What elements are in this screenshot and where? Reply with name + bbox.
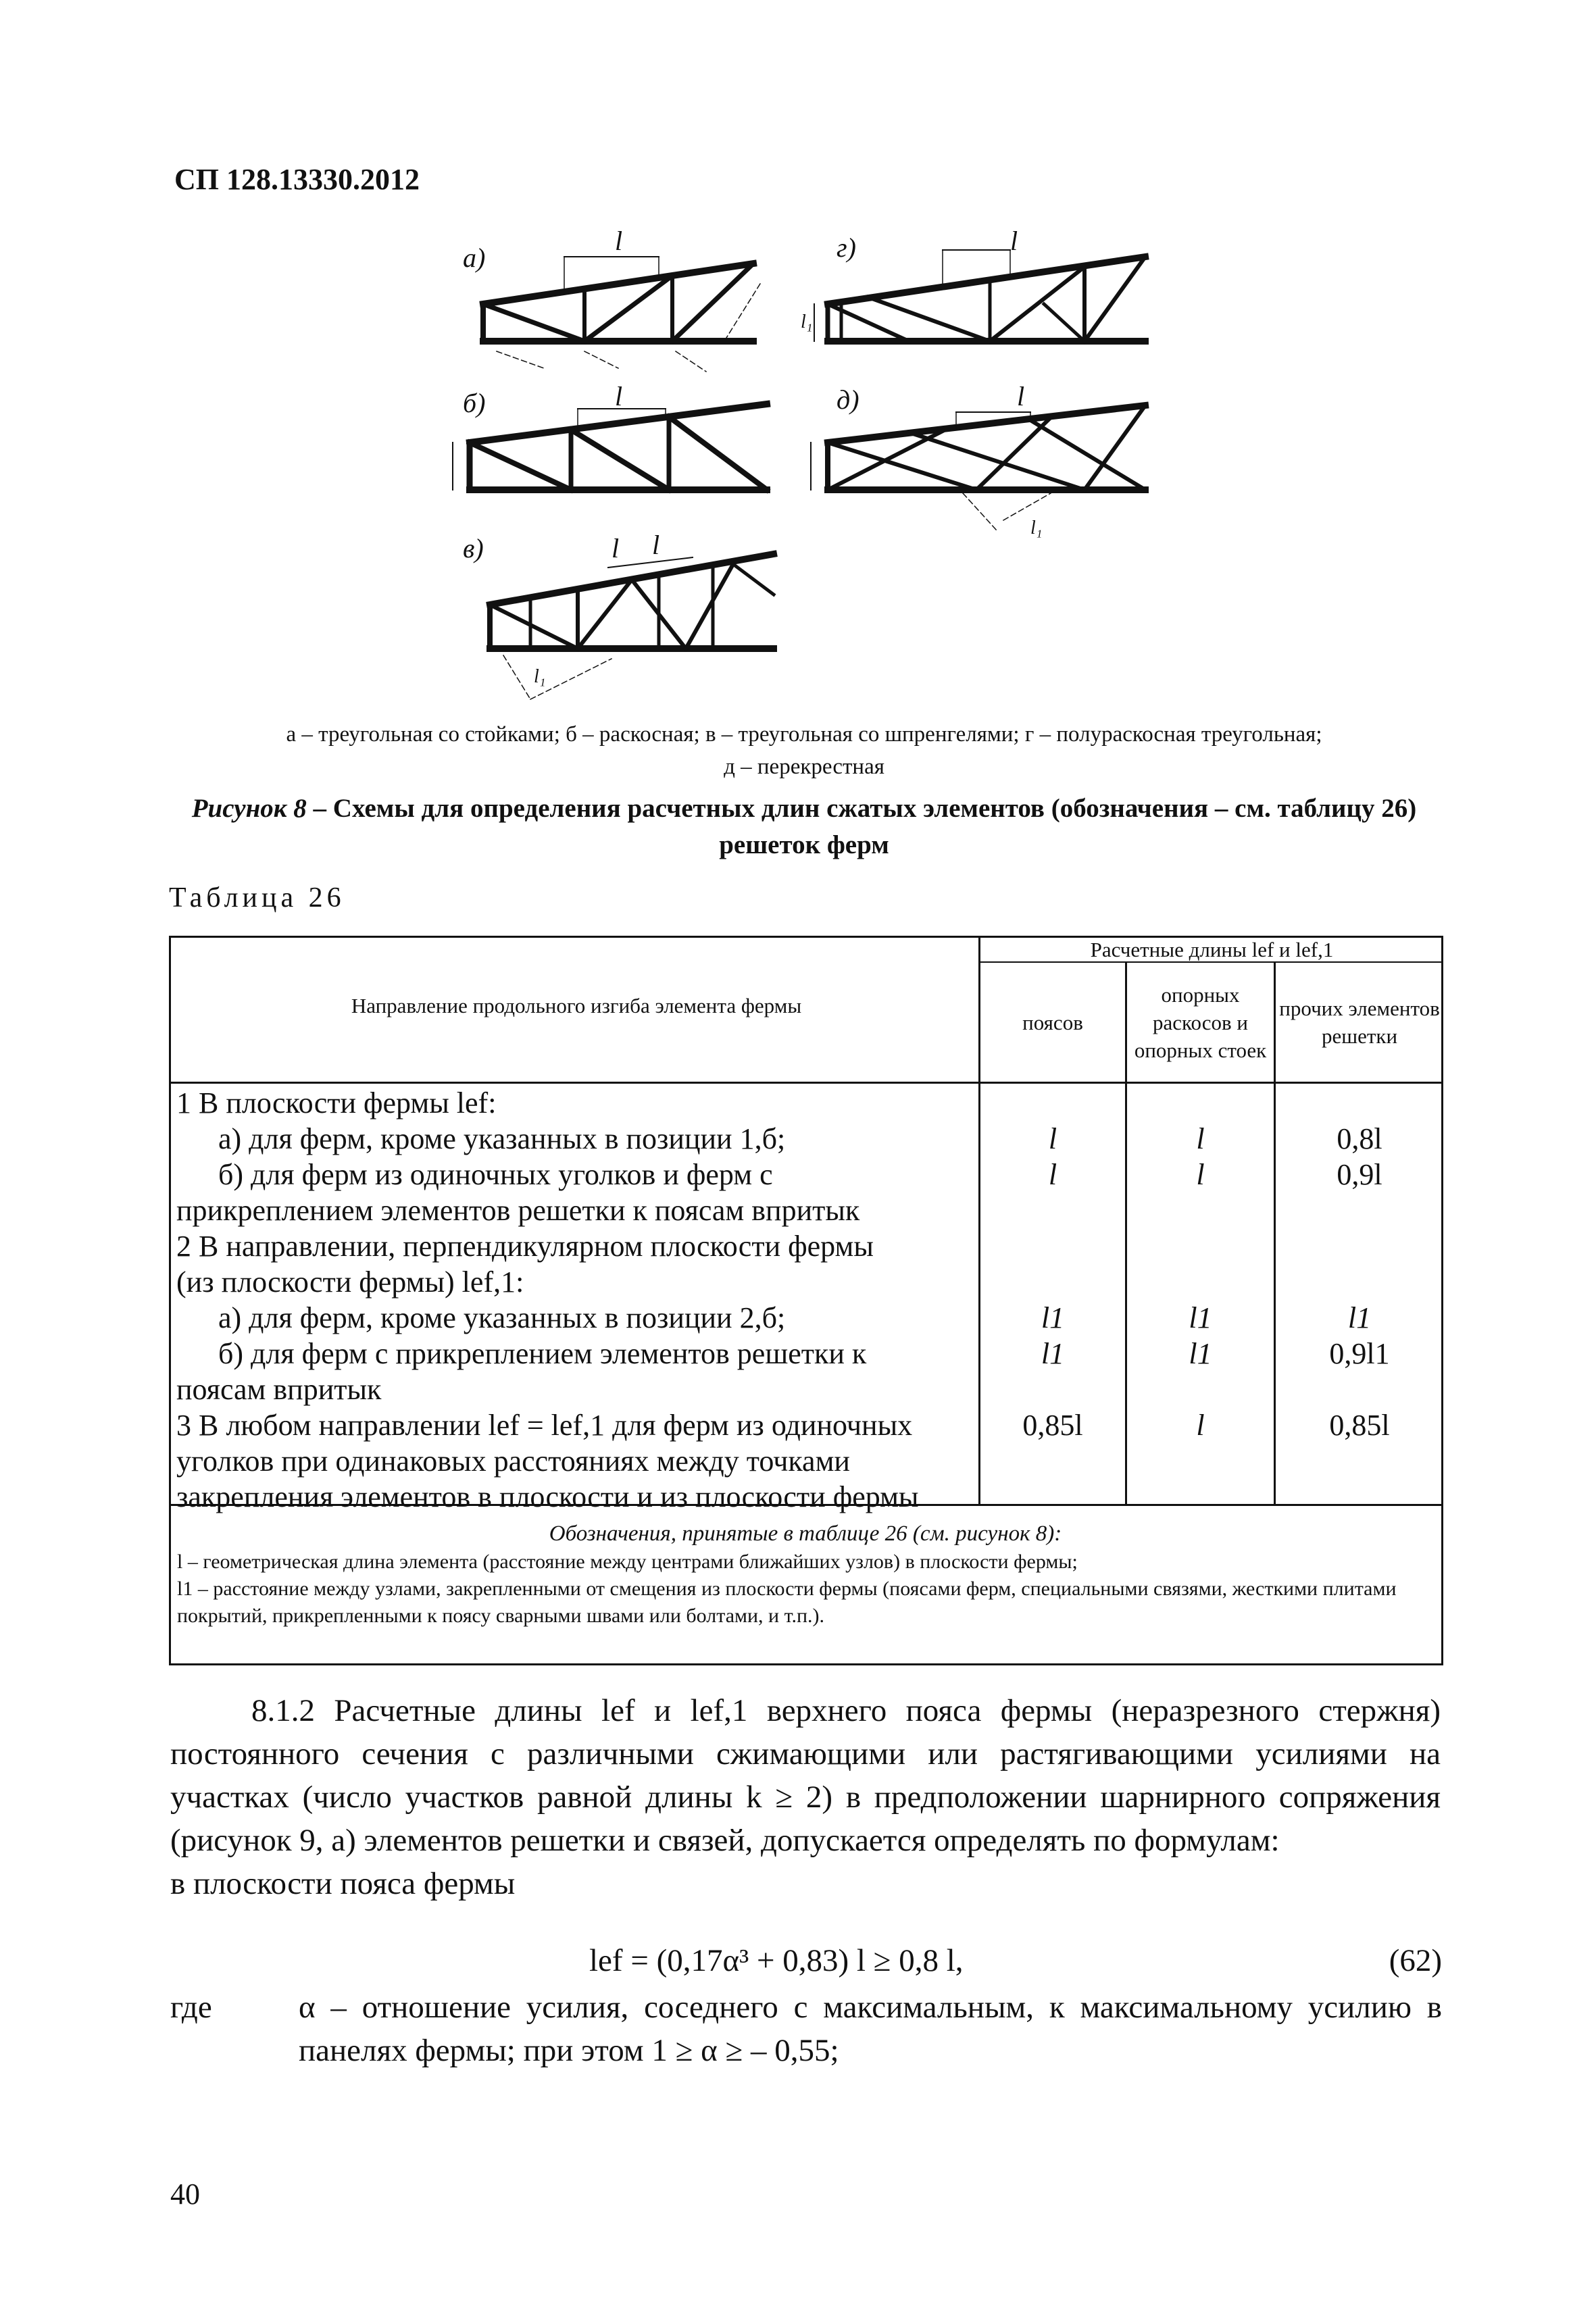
header-other-members: прочих элементов решетки: [1279, 997, 1440, 1048]
length-l1: l₁: [1030, 518, 1043, 538]
value-chords: 0,85l: [1022, 1409, 1083, 1442]
value-support: l: [1196, 1409, 1205, 1442]
label-d: д): [837, 384, 859, 415]
header-design-lengths: Расчетные длины lef и lef,1: [1090, 938, 1334, 961]
length-l: l: [1010, 226, 1018, 256]
length-l: l: [1017, 381, 1025, 411]
truss-a: [483, 257, 760, 372]
document-code: СП 128.13330.2012: [174, 163, 420, 196]
truss-v: [490, 554, 774, 699]
table-row-text: закрепления элементов в плоскости и из плоскости фермы: [176, 1480, 919, 1513]
label-g: г): [837, 232, 856, 263]
value-chords: l: [1048, 1158, 1057, 1191]
table-notes: [177, 1520, 1434, 1630]
value-support: l: [1196, 1122, 1205, 1155]
length-l: l: [615, 226, 623, 256]
value-other: 0,9l: [1337, 1158, 1382, 1191]
table-row-text: 2 В направлении, перпендикулярном плоскости фермы: [176, 1230, 874, 1263]
legend-line-1: а – треугольная со стойками; б – раскосная; в – треугольная со шпренгелями; г – полураскосная треугольная;: [286, 722, 1322, 747]
table-row-text: а) для ферм, кроме указанных в позиции 2,б;: [218, 1301, 786, 1334]
table-row-text: уголков при одинаковых расстояниях между точками: [176, 1444, 850, 1478]
value-support: l: [1196, 1158, 1205, 1191]
table-row-text: 1 В плоскости фермы lef:: [176, 1086, 497, 1120]
value-support: l1: [1189, 1301, 1212, 1334]
value-chords: l: [1048, 1122, 1057, 1155]
length-l: l: [652, 530, 660, 560]
formula-row: [170, 1942, 1442, 1986]
table-row-text: поясам впритык: [176, 1373, 382, 1406]
formula-62: lef = (0,17α³ + 0,83) l ≥ 0,8 l,: [589, 1943, 964, 1978]
figure-caption: [169, 790, 1439, 863]
table-row-text: б) для ферм из одиночных уголков и ферм с: [218, 1158, 773, 1191]
legend-line-2: д – перекрестная: [724, 755, 884, 779]
body-text: [170, 1689, 1441, 1905]
table-row-text: 3 В любом направлении lef = lef,1 для ферм из одиночных: [176, 1409, 913, 1442]
in-plane-label: в плоскости пояса фермы: [170, 1866, 516, 1901]
value-other: 0,8l: [1337, 1122, 1382, 1155]
header-support-members: опорных раскосов и опорных стоек: [1134, 982, 1267, 1062]
header-chords: поясов: [1022, 1010, 1083, 1034]
value-other: 0,9l1: [1329, 1337, 1390, 1370]
table-row-text: а) для ферм, кроме указанных в позиции 1,б;: [218, 1122, 786, 1155]
length-l: l: [612, 533, 620, 563]
table-row-text: б) для ферм с прикреплением элементов решетки к: [218, 1337, 867, 1370]
truss-b: [453, 404, 767, 490]
label-a: а): [463, 243, 486, 273]
table-row-text: (из плоскости фермы) lef,1:: [176, 1265, 524, 1299]
page-number: 40: [170, 2178, 200, 2211]
where-word: где: [170, 1990, 212, 2025]
label-b: б): [463, 388, 486, 418]
value-chords: l1: [1041, 1337, 1065, 1370]
row-divider: [171, 1082, 1443, 1084]
value-support: l1: [1189, 1337, 1212, 1370]
table-label: Таблица 26: [169, 882, 345, 913]
figure-caption-prefix: Рисунок 8: [191, 794, 307, 823]
where-definition: α – отношение усилия, соседнего с максимальным, к максимальному усилию в панелях фермы; при этом 1 ≥ α ≥ – 0,55;: [299, 1990, 1442, 2068]
figure-caption-text: – Схемы для определения расчетных длин сжатых элементов (обозначения – см. таблицу 26) решеток ферм: [313, 794, 1417, 859]
truss-g: [814, 250, 1145, 341]
label-v: в): [463, 533, 484, 563]
table-row-text: прикреплением элементов решетки к поясам впритык: [176, 1194, 860, 1227]
figure-legend: [169, 718, 1439, 783]
formula-number: (62): [1389, 1943, 1442, 1978]
length-l: l: [615, 381, 623, 411]
value-chords: l1: [1041, 1301, 1065, 1334]
value-other: l1: [1347, 1301, 1372, 1334]
truss-schemes-figure: [432, 216, 1243, 703]
notes-line-2: l1 – расстояние между узлами, закрепленными от смещения из плоскости фермы (поясами ферм, специальными связями, жесткими плитами покрытий, прикрепленными к поясу сварными швами или болтами, и т.п.).: [177, 1578, 1397, 1627]
notes-line-1: l – геометрическая длина элемента (расстояние между центрами ближайших узлов) в плоскости фермы;: [177, 1551, 1078, 1573]
truss-d: [811, 405, 1145, 530]
length-l1: l₁: [534, 666, 546, 687]
header-direction: Направление продольного изгиба элемента фермы: [351, 993, 802, 1017]
length-l1: l₁: [801, 311, 813, 332]
notes-title: Обозначения, принятые в таблице 26 (см. рисунок 8):: [549, 1521, 1062, 1546]
value-other: 0,85l: [1329, 1409, 1390, 1442]
paragraph-8-1-2: 8.1.2 Расчетные длины lef и lef,1 верхнего пояса фермы (неразрезного стержня) постоянного сечения с различными сжимающими или растягивающими усилиями на участках (число участков равной длины k ≥ 2) в предположении шарнирного сопряжения (рисунок 9, а) элементов решетки и связей, допускается определять по формулам:: [170, 1693, 1441, 1858]
